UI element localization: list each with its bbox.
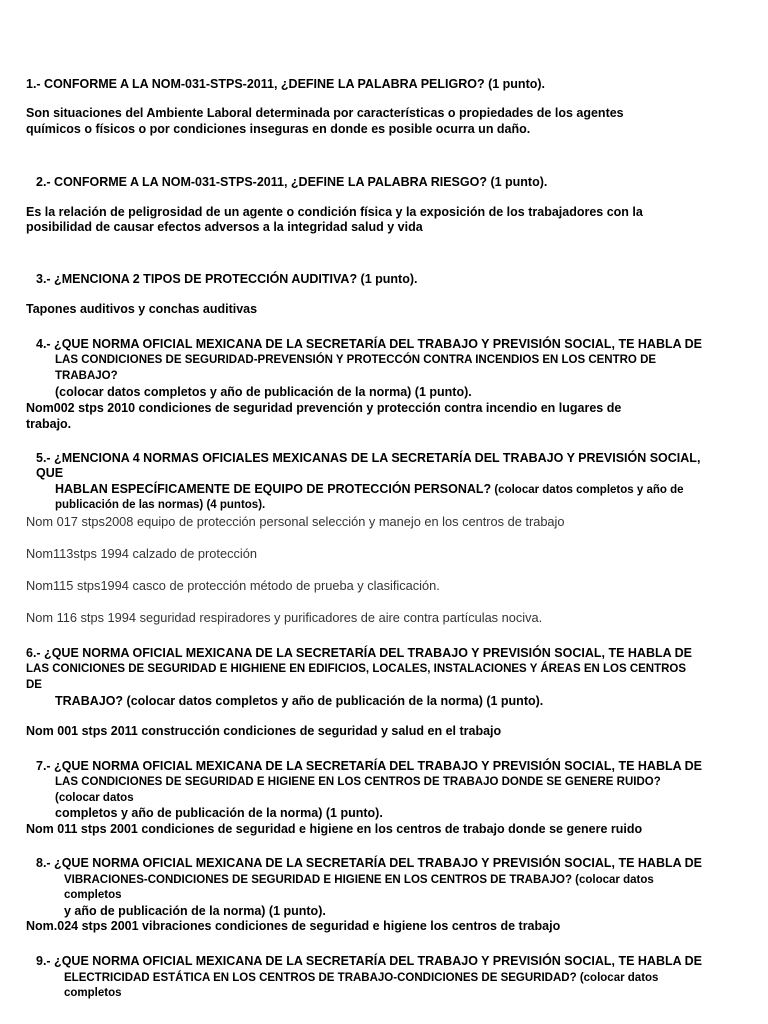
q9-question-main: ELECTRICIDAD ESTÁTICA EN LOS CENTROS DE TRABAJO-CONDICIONES DE SEGURIDAD? xyxy=(64,972,577,984)
q9-question-line-3: completos xyxy=(64,987,122,999)
q6-answer: Nom 001 stps 2011 construcción condiciones de seguridad y salud en el trabajo xyxy=(26,724,502,738)
q5-answer-2: Nom113stps 1994 calzado de protección xyxy=(26,546,257,561)
q8-question-line-4: y año de publicación de la norma) (1 punto). xyxy=(64,904,326,918)
q3-answer: Tapones auditivos y conchas auditivas xyxy=(26,302,258,316)
q6-question-line-1: 6.- ¿QUE NORMA OFICIAL MEXICANA DE LA SECRETARÍA DEL TRABAJO Y PREVISIÓN SOCIAL, TE HABLA DE xyxy=(26,646,693,660)
q1-question: 1.- CONFORME A LA NOM-031-STPS-2011, ¿DEFINE LA PALABRA PELIGRO? (1 punto). xyxy=(26,77,546,91)
q5-question-line-2: QUE xyxy=(36,466,64,480)
q9-question-line-2 xyxy=(64,970,658,986)
q2-answer-line-1: Es la relación de peligrosidad de un agente o condición física y la exposición de los trabajadores con la xyxy=(26,205,643,219)
q4-question-line-3: TRABAJO? xyxy=(55,370,118,382)
q7-question-line-1: 7.- ¿QUE NORMA OFICIAL MEXICANA DE LA SECRETARÍA DEL TRABAJO Y PREVISIÓN SOCIAL, TE HABLA DE xyxy=(36,759,703,773)
q4-question-line-2: LAS CONDICIONES DE SEGURIDAD-PREVENSIÓN Y PROTECCÓN CONTRA INCENDIOS EN LOS CENTRO DE xyxy=(55,354,657,366)
q9-question-note: (colocar datos xyxy=(576,972,659,984)
q7-question-line-2: LAS CONDICIONES DE SEGURIDAD E HIGIENE EN LOS CENTROS DE TRABAJO DONDE SE GENERE RUIDO? xyxy=(55,776,661,788)
q8-question-main: VIBRACIONES-CONDICIONES DE SEGURIDAD E HIGIENE EN LOS CENTROS DE TRABAJO? xyxy=(64,874,572,886)
q4-answer-line-2: trabajo. xyxy=(26,417,72,431)
q5-answer-3: Nom115 stps1994 casco de protección método de prueba y clasificación. xyxy=(26,578,440,593)
q1-answer-line-1: Son situaciones del Ambiente Laboral determinada por características o propiedades de los agentes xyxy=(26,106,624,120)
q8-answer: Nom.024 stps 2001 vibraciones condiciones de seguridad e higiene los centros de trabajo xyxy=(26,919,561,933)
q4-answer-line-1: Nom002 stps 2010 condiciones de seguridad prevención y protección contra incendio en lugares de xyxy=(26,401,622,415)
q5-question-note: (colocar datos completos y año de xyxy=(491,484,684,496)
q7-answer: Nom 011 stps 2001 condiciones de seguridad e higiene en los centros de trabajo donde se genere ruido xyxy=(26,822,643,836)
q8-question-note: (colocar datos xyxy=(571,874,654,886)
q5-question-main: HABLAN ESPECÍFICAMENTE DE EQUIPO DE PROTECCIÓN PERSONAL? xyxy=(55,482,492,496)
q6-question-line-3: DE xyxy=(26,679,42,691)
q2-question: 2.- CONFORME A LA NOM-031-STPS-2011, ¿DEFINE LA PALABRA RIESGO? (1 punto). xyxy=(36,175,548,189)
q7-question-line-4: completos y año de publicación de la norma) (1 punto). xyxy=(55,806,383,820)
q2-answer-line-2: posibilidad de causar efectos adversos a la integridad salud y vida xyxy=(26,220,423,234)
q7-question-line-3: (colocar datos xyxy=(55,792,134,804)
q8-question-line-1: 8.- ¿QUE NORMA OFICIAL MEXICANA DE LA SECRETARÍA DEL TRABAJO Y PREVISIÓN SOCIAL, TE HABLA DE xyxy=(36,856,703,870)
q9-question-line-1: 9.- ¿QUE NORMA OFICIAL MEXICANA DE LA SECRETARÍA DEL TRABAJO Y PREVISIÓN SOCIAL, TE HABLA DE xyxy=(36,954,703,968)
q5-answer-1: Nom 017 stps2008 equipo de protección personal selección y manejo en los centros de trabajo xyxy=(26,514,565,529)
q5-question-line-4: publicación de las normas) (4 puntos). xyxy=(55,499,266,511)
q4-question-line-1: 4.- ¿QUE NORMA OFICIAL MEXICANA DE LA SECRETARÍA DEL TRABAJO Y PREVISIÓN SOCIAL, TE HABLA DE xyxy=(36,337,703,351)
q5-question-line-1: 5.- ¿MENCIONA 4 NORMAS OFICIALES MEXICANAS DE LA SECRETARÍA DEL TRABAJO Y PREVISIÓN SOCIAL, xyxy=(36,451,701,465)
q5-answer-4: Nom 116 stps 1994 seguridad respiradores y purificadores de aire contra partículas nociva. xyxy=(26,610,543,625)
q1-answer-line-2: químicos o físicos o por condiciones inseguras en donde es posible ocurra un daño. xyxy=(26,122,531,136)
q5-question-line-3 xyxy=(55,482,684,498)
q8-question-line-2 xyxy=(64,872,654,888)
q6-question-line-2: LAS CONICIONES DE SEGURIDAD E HIGHIENE EN EDIFICIOS, LOCALES, INSTALACIONES Y ÁREAS EN LOS CENTROS xyxy=(26,663,687,675)
q8-question-line-3: completos xyxy=(64,889,122,901)
q4-question-line-4: (colocar datos completos y año de publicación de la norma) (1 punto). xyxy=(55,385,472,399)
q6-question-line-4: TRABAJO? (colocar datos completos y año de publicación de la norma) (1 punto). xyxy=(55,694,544,708)
q3-question: 3.- ¿MENCIONA 2 TIPOS DE PROTECCIÓN AUDITIVA? (1 punto). xyxy=(36,272,418,286)
